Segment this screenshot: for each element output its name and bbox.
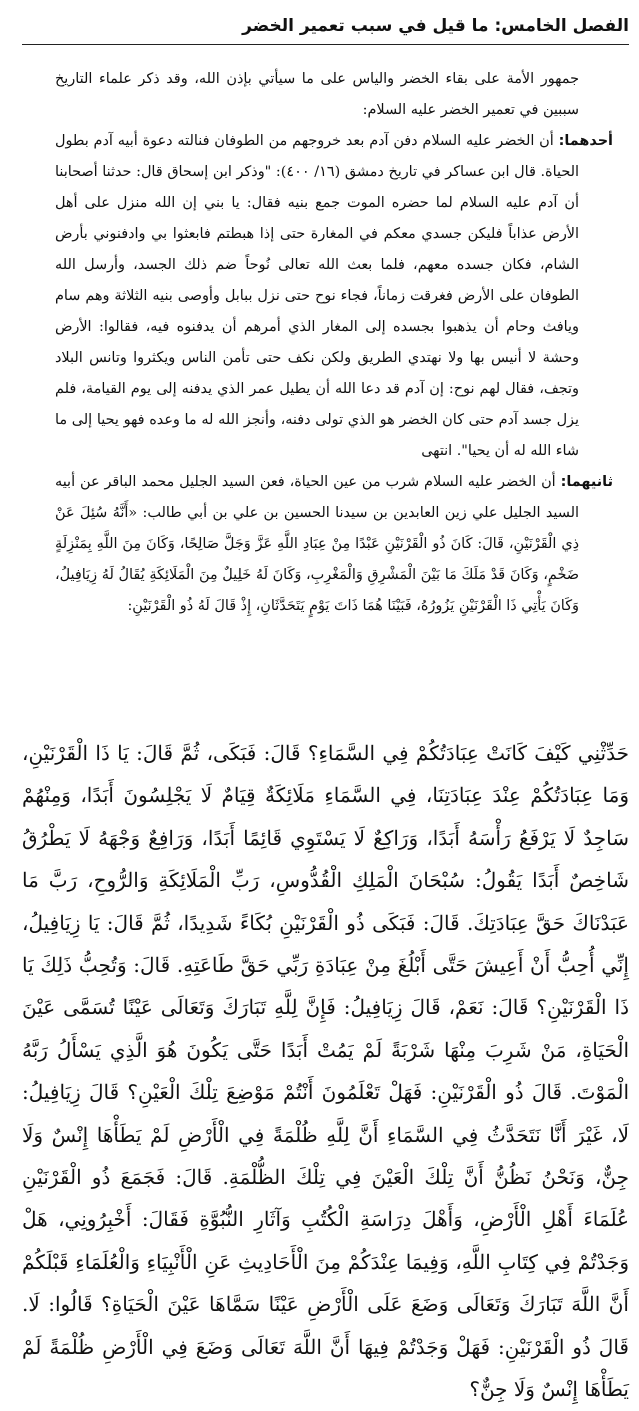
commentary-text: [55, 64, 613, 622]
first-reason-paragraph: [55, 126, 613, 467]
first-reason-label: أحدهما:: [558, 133, 613, 149]
intro-paragraph: جمهور الأمة على بقاء الخضر والياس على ما سيأتي بإذن الله، وقد ذكر علماء التاريخ سببين في تعمير الخضر عليه السلام:: [55, 71, 579, 118]
page-header: [0, 0, 639, 58]
second-reason-label: ثانيهما:: [560, 474, 613, 490]
hadith-quote-text: حَدِّثْنِي كَيْفَ كَانَتْ عِبَادَتُكُمْ فِي السَّمَاءِ؟ قَالَ: فَبَكَى، ثُمَّ قَالَ: يَا ذَا الْقَرْنَيْنِ، وَمَا عِبَادَتُكُمْ عِنْدَ عِبَادَتِنَا، فِي السَّمَاءِ مَلَائِكَةٌ قِيَامٌ لَا يَجْلِسُونَ أَبَدًا، وَمِنْهُمْ سَاجِدٌ لَا يَرْفَعُ رَأْسَهُ أَبَدًا، وَرَاكِعٌ لَا يَسْتَوِي قَائِمًا أَبَدًا، وَرَافِعٌ وَجْهَهُ لَا يَطْرُقُ شَاخِصٌ أَبَدًا يَقُولُ: سُبْحَانَ الْمَلِكِ الْقُدُّوسِ، رَبِّ الْمَلَائِكَةِ وَالرُّوحِ، رَبَّ مَا عَبَدْنَاكَ حَقَّ عِبَادَتِكَ. قَالَ: فَبَكَى ذُو الْقَرْنَيْنِ بُكَاءً شَدِيدًا، ثُمَّ قَالَ: يَا زِيَافِيلُ، إِنِّي أُحِبُّ أَنْ أَعِيشَ حَتَّى أَبْلُغَ مِنْ عِبَادَةِ رَبِّي حَقَّ طَاعَتِهِ. قَالَ: وَتُحِبُّ ذَلِكَ يَا ذَا الْقَرْنَيْنِ؟ قَالَ: نَعَمْ، قَالَ زِيَافِيلُ: فَإِنَّ لِلَّهِ تَبَارَكَ وَتَعَالَى عَيْنًا تُسَمَّى عَيْنَ الْحَيَاةِ، مَنْ شَرِبَ مِنْهَا شَرْبَةً لَمْ يَمُتْ أَبَدًا حَتَّى يَكُونَ هُوَ الَّذِي يَسْأَلُ رَبَّهُ الْمَوْتَ. قَالَ ذُو الْقَرْنَيْنِ: فَهَلْ تَعْلَمُونَ أَنْتُمْ مَوْضِعَ تِلْكَ الْعَيْنِ؟ قَالَ زِيَافِيلُ: لَا، غَيْرَ أَنَّا نَتَحَدَّثُ فِي السَّمَاءِ أَنَّ لِلَّهِ ظُلْمَةً فِي الْأَرْضِ لَمْ يَطَأْهَا إِنْسٌ وَلَا جِنٌّ، وَنَحْنُ نَظُنُّ أَنَّ تِلْكَ الْعَيْنَ فِي تِلْكَ الظُّلْمَةِ. قَالَ: فَجَمَعَ ذُو الْقَرْنَيْنِ عُلَمَاءَ أَهْلِ الْأَرْضِ، وَأَهْلَ دِرَاسَةِ الْكُتُبِ وَآثَارِ النُّبُوَّةِ فَقَالَ: أَخْبِرُونِي، هَلْ وَجَدْتُمْ فِي كِتَابِ اللَّهِ، وَفِيمَا عِنْدَكُمْ مِنَ الْأَحَادِيثِ عَنِ الْأَنْبِيَاءِ وَالْعُلَمَاءِ قَبْلَكُمْ أَنَّ اللَّهَ تَبَارَكَ وَتَعَالَى وَضَعَ عَلَى الْأَرْضِ عَيْنًا سَمَّاهَا عَيْنَ الْحَيَاةِ؟ قَالُوا: لَا. قَالَ ذُو الْقَرْنَيْنِ: فَهَلْ وَجَدْتُمْ فِيهَا أَنَّ اللَّهَ تَعَالَى وَضَعَ فِي الْأَرْضِ ظُلْمَةً لَمْ يَطَأْهَا إِنْسٌ وَلَا جِنٌّ؟: [22, 741, 629, 1402]
hadith-quote: [22, 732, 629, 1411]
chapter-title: الفصل الخامس: ما قيل في سبب تعمير الخضر: [242, 16, 629, 36]
header-divider: [22, 44, 629, 45]
second-reason-paragraph: [55, 467, 613, 622]
second-reason-text: أن الخضر عليه السلام شرب من عين الحياة، فعن السيد الجليل محمد الباقر عن أبيه السيد الجليل علي زين العابدين بن سيدنا الحسين بن علي بن أبي طالب: «أَنَّهُ سُئِلَ عَنْ ذِي الْقَرْنَيْنِ، قَالَ: كَانَ ذُو الْقَرْنَيْنِ عَبْدًا مِنْ عِبَادِ اللَّهِ عَزَّ وَجَلَّ صَالِحًا، وَكَانَ مِنَ اللَّهِ بِمَنْزِلَةٍ ضَخْمٍ، وَكَانَ قَدْ مَلَكَ مَا بَيْنَ الْمَشْرِقِ وَالْمَغْرِبِ، وَكَانَ لَهُ خَلِيلٌ مِنَ الْمَلَائِكَةِ يُقَالُ لَهُ زِيَافِيلُ، وَكَانَ يَأْتِي ذَا الْقَرْنَيْنِ يَزُورُهُ، فَبَيْنَا هُمَا ذَاتَ يَوْمٍ يَتَحَدَّثَانِ، إِذْ قَالَ لَهُ ذُو الْقَرْنَيْنِ:: [55, 474, 579, 614]
first-reason-text: أن الخضر عليه السلام دفن آدم بعد خروجهم من الطوفان فنالته دعوة أبيه آدم بطول الحياة. قال ابن عساكر في تاريخ دمشق (١٦/ ٤٠٠): "وذكر ابن إسحاق قال: حدثنا أصحابنا أن آدم عليه السلام لما حضره الموت جمع بنيه فقال: يا بني إن الله منزل على أهل الأرض عذاباً فليكن جسدي معكم في المغارة حتى إذا هبطتم فابعثوا بي وادفنوني بأرض الشام، فكان جسده معهم، فلما بعث الله تعالى نُوحاً ضم ذلك الجسد، وأرسل الله الطوفان على الأرض فغرقت زماناً، فجاء نوح حتى نزل ببابل وأوصى بنيه الثلاثة وهم سام ويافث وحام أن يذهبوا بجسده إلى المغار الذي أمرهم أن يدفنوه فيه، فقالوا: الأرض وحشة لا أنيس بها ولا نهتدي الطريق ولكن نكف حتى تأمن الناس ويكثروا وتانس البلاد وتجف، فقال لهم نوح: إن آدم قد دعا الله أن يطيل عمر الذي يدفنه إلى يوم القيامة، فلم يزل جسد آدم حتى كان الخضر هو الذي تولى دفنه، وأنجز الله له ما وعده فهو يحيا إلى ما شاء الله له أن يحيا". انتهى: [55, 133, 579, 459]
